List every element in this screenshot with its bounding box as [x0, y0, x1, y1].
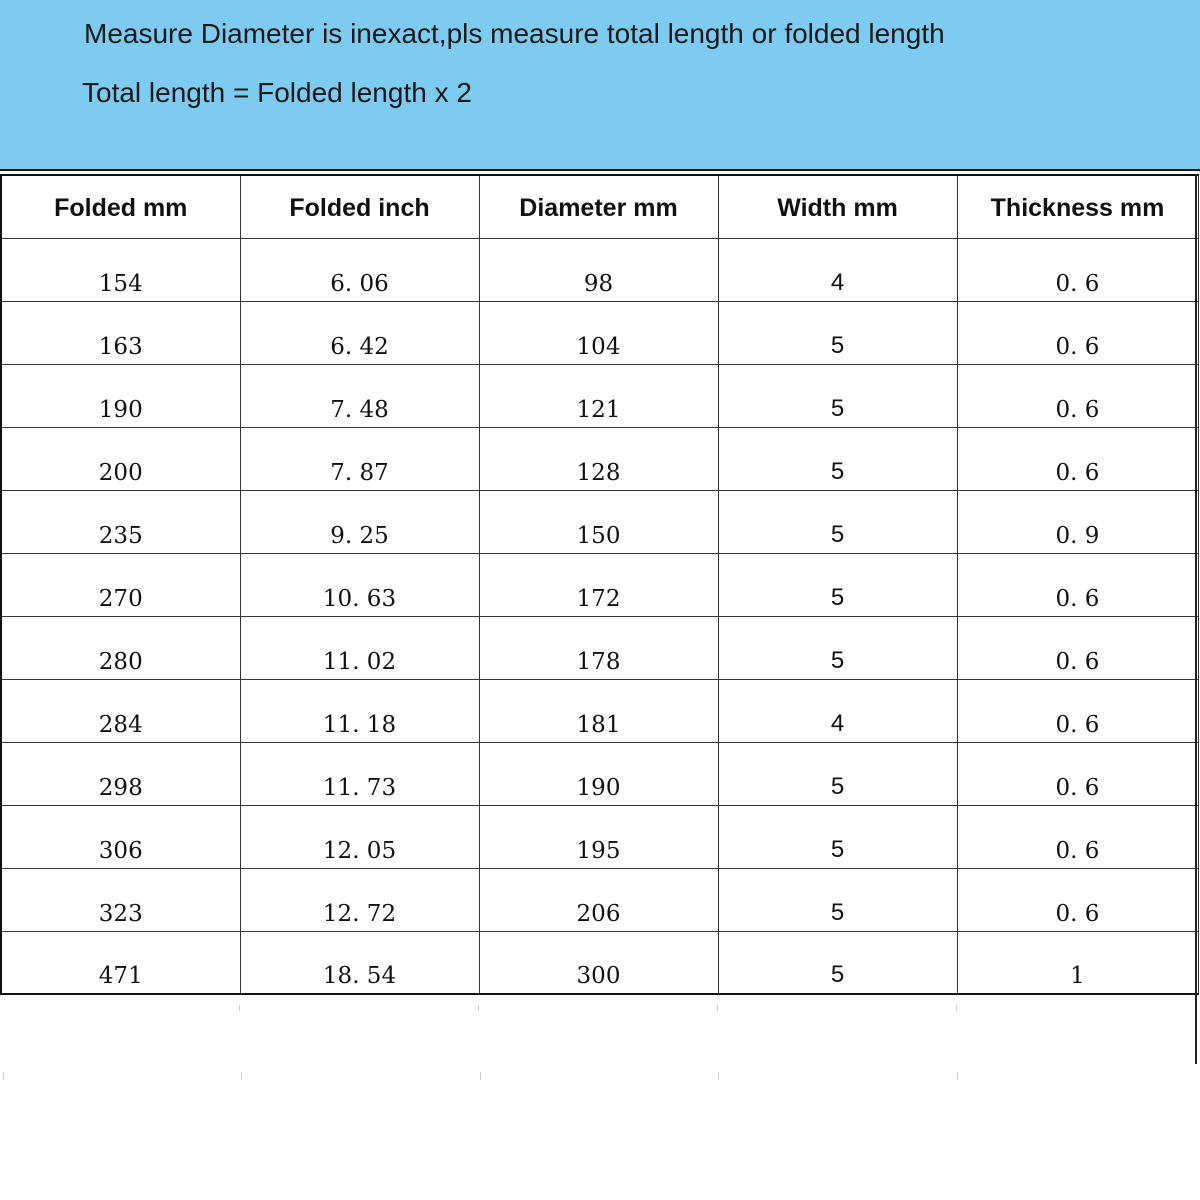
thickness-mm-cell: 0. 6	[957, 364, 1198, 427]
diameter-mm-cell: 104	[479, 301, 718, 364]
table-row	[1, 301, 1198, 364]
table-row	[1, 868, 1198, 931]
width-mm-cell: 5	[718, 616, 957, 679]
folded-mm-cell: 280	[1, 616, 240, 679]
folded-mm-cell: 323	[1, 868, 240, 931]
table-right-border	[1195, 174, 1197, 1064]
diameter-mm-cell: 121	[479, 364, 718, 427]
table-row	[1, 679, 1198, 742]
diameter-mm-cell: 190	[479, 742, 718, 805]
diameter-mm-cell: 300	[479, 931, 718, 994]
folded-mm-cell: 471	[1, 931, 240, 994]
folded-mm-cell: 298	[1, 742, 240, 805]
table-row	[1, 616, 1198, 679]
thickness-mm-cell: 0. 6	[957, 238, 1198, 301]
header-folded-inch: Folded inch	[240, 175, 479, 238]
diameter-mm-cell: 172	[479, 553, 718, 616]
width-mm-cell: 5	[718, 931, 957, 994]
table-row	[1, 427, 1198, 490]
header-width-mm: Width mm	[718, 175, 957, 238]
folded-inch-cell: 11. 18	[240, 679, 479, 742]
folded-inch-cell: 12. 05	[240, 805, 479, 868]
width-mm-cell: 5	[718, 742, 957, 805]
table-row	[1, 238, 1198, 301]
thickness-mm-cell: 0. 6	[957, 553, 1198, 616]
diameter-mm-cell: 178	[479, 616, 718, 679]
table-body	[1, 238, 1198, 994]
table-row	[1, 490, 1198, 553]
folded-mm-cell: 154	[1, 238, 240, 301]
folded-inch-cell: 7. 87	[240, 427, 479, 490]
folded-mm-cell: 306	[1, 805, 240, 868]
width-mm-cell: 5	[718, 490, 957, 553]
folded-mm-cell: 284	[1, 679, 240, 742]
diameter-mm-cell: 150	[479, 490, 718, 553]
folded-inch-cell: 9. 25	[240, 490, 479, 553]
width-mm-cell: 5	[718, 553, 957, 616]
thickness-mm-cell: 0. 6	[957, 616, 1198, 679]
thickness-mm-cell: 0. 6	[957, 679, 1198, 742]
thickness-mm-cell: 0. 9	[957, 490, 1198, 553]
header-thickness-mm: Thickness mm	[957, 175, 1198, 238]
thickness-mm-cell: 0. 6	[957, 427, 1198, 490]
thickness-mm-cell: 0. 6	[957, 742, 1198, 805]
width-mm-cell: 5	[718, 805, 957, 868]
grid-tick	[241, 1072, 242, 1080]
folded-inch-cell: 11. 73	[240, 742, 479, 805]
width-mm-cell: 4	[718, 679, 957, 742]
thickness-mm-cell: 0. 6	[957, 868, 1198, 931]
grid-tick	[956, 1005, 957, 1011]
diameter-mm-cell: 128	[479, 427, 718, 490]
folded-mm-cell: 235	[1, 490, 240, 553]
thickness-mm-cell: 1	[957, 931, 1198, 994]
width-mm-cell: 5	[718, 868, 957, 931]
grid-tick	[957, 1072, 958, 1080]
table-row	[1, 742, 1198, 805]
width-mm-cell: 5	[718, 364, 957, 427]
grid-tick	[3, 1072, 4, 1080]
diameter-mm-cell: 181	[479, 679, 718, 742]
folded-mm-cell: 190	[1, 364, 240, 427]
width-mm-cell: 5	[718, 427, 957, 490]
folded-inch-cell: 6. 06	[240, 238, 479, 301]
header-diameter-mm: Diameter mm	[479, 175, 718, 238]
diameter-mm-cell: 206	[479, 868, 718, 931]
total-length-formula: Total length = Folded length x 2	[82, 77, 472, 108]
folded-inch-cell: 11. 02	[240, 616, 479, 679]
table-row	[1, 364, 1198, 427]
size-spec-table	[0, 174, 1199, 995]
table-row	[1, 553, 1198, 616]
folded-mm-cell: 163	[1, 301, 240, 364]
folded-mm-cell: 270	[1, 553, 240, 616]
grid-tick	[718, 1072, 719, 1080]
grid-tick	[239, 1005, 240, 1011]
folded-inch-cell: 10. 63	[240, 553, 479, 616]
diameter-mm-cell: 98	[479, 238, 718, 301]
header-folded-mm: Folded mm	[1, 175, 240, 238]
width-mm-cell: 5	[718, 301, 957, 364]
folded-inch-cell: 7. 48	[240, 364, 479, 427]
grid-tick	[717, 1005, 718, 1011]
grid-tick	[478, 1005, 479, 1011]
table-row	[1, 931, 1198, 994]
thickness-mm-cell: 0. 6	[957, 301, 1198, 364]
table-row	[1, 805, 1198, 868]
measure-note: Measure Diameter is inexact,pls measure total length or folded length	[84, 18, 945, 49]
folded-inch-cell: 12. 72	[240, 868, 479, 931]
folded-mm-cell: 200	[1, 427, 240, 490]
width-mm-cell: 4	[718, 238, 957, 301]
diameter-mm-cell: 195	[479, 805, 718, 868]
folded-inch-cell: 6. 42	[240, 301, 479, 364]
folded-inch-cell: 18. 54	[240, 931, 479, 994]
grid-tick	[480, 1072, 481, 1080]
thickness-mm-cell: 0. 6	[957, 805, 1198, 868]
table-header-row	[1, 175, 1198, 238]
info-banner	[0, 0, 1200, 171]
